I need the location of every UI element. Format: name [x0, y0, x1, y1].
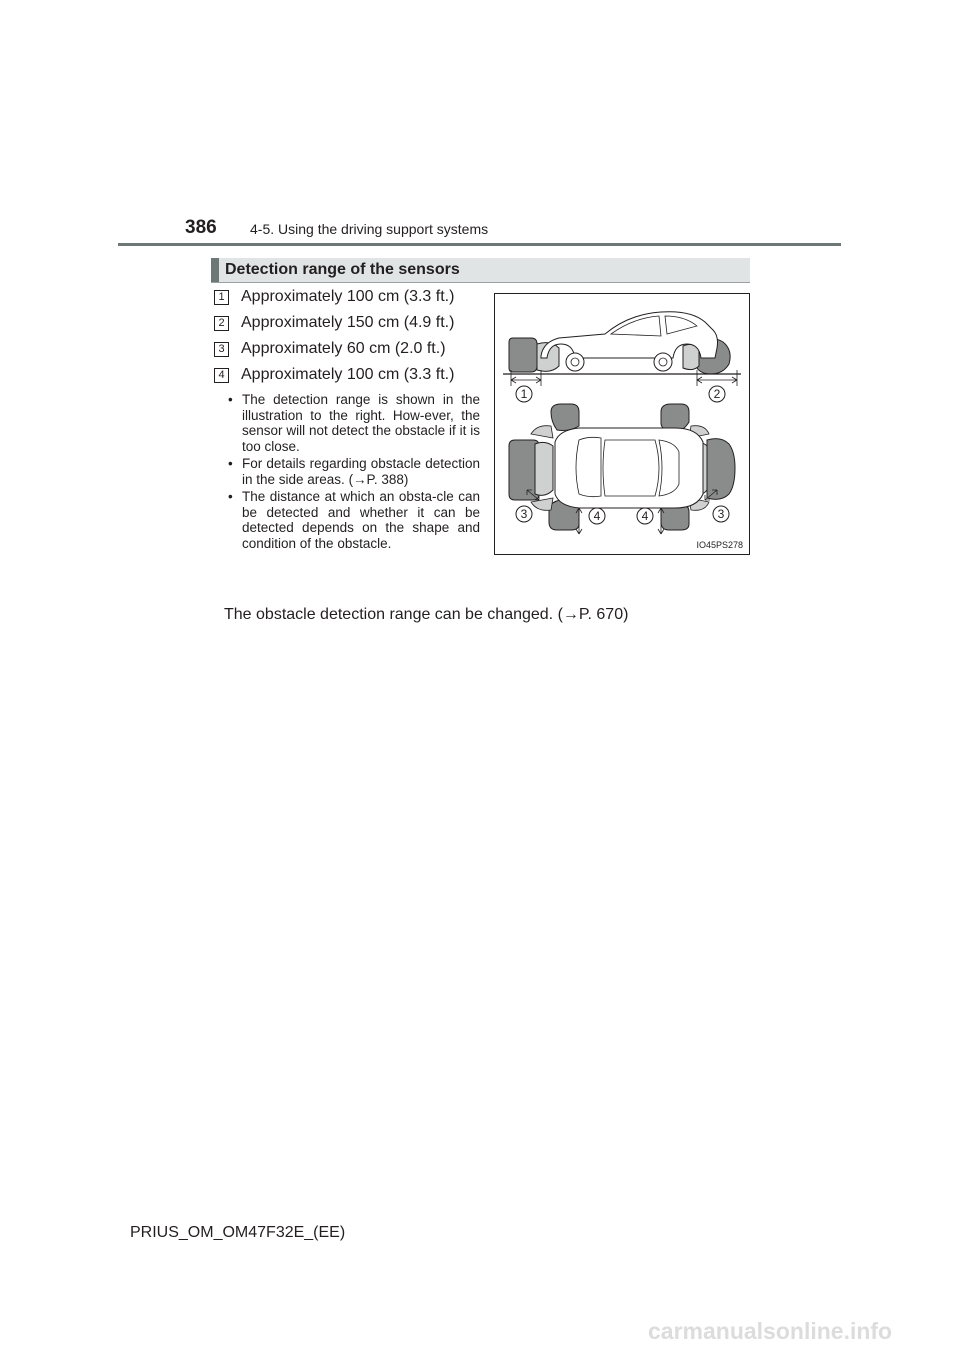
rear-zone-top — [707, 439, 735, 500]
front-left-corner-zone — [551, 404, 579, 431]
car-top-rear-window — [659, 440, 679, 496]
heading-marker — [211, 258, 219, 282]
note-item: • The detection range is shown in the illustration to the right. How-ever, the sensor will not detect the obstacle if it is too close. — [224, 392, 480, 454]
item-number: 2 — [214, 316, 229, 331]
item-text: Approximately 100 cm (3.3 ft.) — [241, 366, 455, 383]
range-arrow-2 — [697, 377, 737, 383]
fig-label-2: 2 — [713, 387, 721, 401]
range-arrow-1 — [511, 377, 541, 383]
header-rule — [118, 243, 841, 246]
item-number: 3 — [214, 342, 229, 357]
range-item-4 — [214, 366, 454, 388]
fig-label-4-right: 4 — [641, 509, 649, 523]
item-number: 4 — [214, 368, 229, 383]
sensor-range-illustration — [494, 293, 750, 555]
figure-code: IO45PS278 — [696, 540, 743, 550]
range-item-2 — [214, 314, 454, 336]
item-text: Approximately 100 cm (3.3 ft.) — [241, 288, 455, 305]
front-wheel — [566, 353, 584, 371]
note-item: • The distance at which an obsta-cle can be detected and whether it can be detected depends on the shape and condition of the obstacle. — [224, 489, 480, 551]
item-text: Approximately 150 cm (4.9 ft.) — [241, 314, 455, 331]
item-text: Approximately 60 cm (2.0 ft.) — [241, 340, 446, 357]
section-heading — [211, 258, 750, 283]
watermark: carmanualsonline.info — [648, 1318, 893, 1344]
fig-label-4-left: 4 — [593, 509, 601, 523]
rear-wheel — [654, 353, 672, 371]
note-item: • For details regarding obstacle detection in the side areas. (→P. 388) — [224, 456, 480, 487]
page-number: 386 — [185, 217, 217, 238]
notes-list — [224, 392, 480, 553]
car-top-windshield — [576, 437, 601, 496]
item-number: 1 — [214, 290, 229, 305]
summary-text: The obstacle detection range can be changed. (→P. 670) — [224, 606, 629, 623]
footer-doc-code: PRIUS_OM_OM47F32E_(EE) — [130, 1224, 346, 1241]
fig-label-3-right: 3 — [717, 507, 725, 521]
range-item-1 — [214, 288, 454, 310]
sensor-diagram — [495, 294, 749, 554]
front-zone-top-light — [535, 442, 553, 495]
front-zone-side — [509, 338, 537, 372]
heading-text: Detection range of the sensors — [225, 261, 460, 278]
range-item-3 — [214, 340, 446, 362]
section-title: 4-5. Using the driving support systems — [250, 221, 489, 237]
fig-label-3-left: 3 — [520, 507, 528, 521]
fig-label-1: 1 — [520, 387, 528, 401]
car-top-roof — [603, 440, 659, 496]
